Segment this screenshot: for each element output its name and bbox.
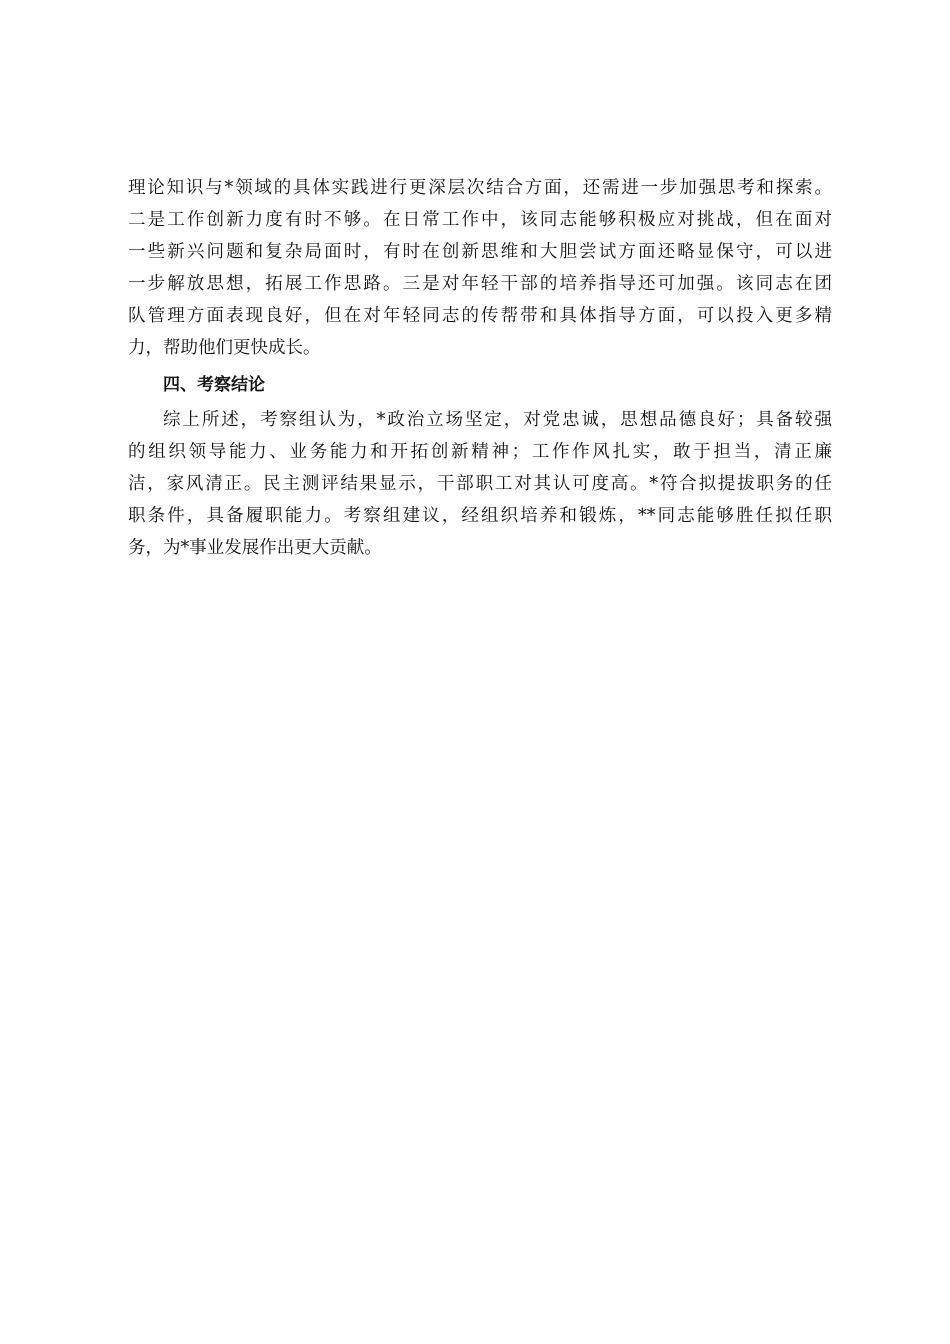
text-line: 综上所述，考察组认为，*政治立场坚定，对党忠诚，思想品德良好；具备较强 (163, 410, 832, 430)
text-line: 力，帮助他们更快成长。 (128, 338, 321, 358)
text-line: 一步解放思想，拓展工作思路。三是对年轻干部的培养指导还可加强。该同志在团 (128, 274, 832, 294)
text-line: 理论知识与*领域的具体实践进行更深层次结合方面，还需进一步加强思考和探索。 (128, 178, 832, 198)
text-line: 的组织领导能力、业务能力和开拓创新精神；工作作风扎实，敢于担当，清正廉 (128, 442, 832, 462)
section-heading: 四、考察结论 (163, 375, 265, 395)
text-line: 职条件，具备履职能力。考察组建议，经组织培养和锻炼，**同志能够胜任拟任职 (128, 506, 832, 526)
paragraph-conclusion (128, 404, 832, 564)
text-line: 队管理方面表现良好，但在对年轻同志的传帮带和具体指导方面，可以投入更多精 (128, 306, 832, 326)
text-line: 二是工作创新力度有时不够。在日常工作中，该同志能够积极应对挑战，但在面对 (128, 210, 832, 230)
text-line: 一些新兴问题和复杂局面时，有时在创新思维和大胆尝试方面还略显保守，可以进 (128, 242, 832, 262)
paragraph-previous-section (128, 172, 832, 364)
document-page (128, 172, 832, 564)
text-line: 务，为*事业发展作出更大贡献。 (128, 538, 382, 558)
text-line: 洁，家风清正。民主测评结果显示，干部职工对其认可度高。*符合拟提拔职务的任 (128, 474, 832, 494)
